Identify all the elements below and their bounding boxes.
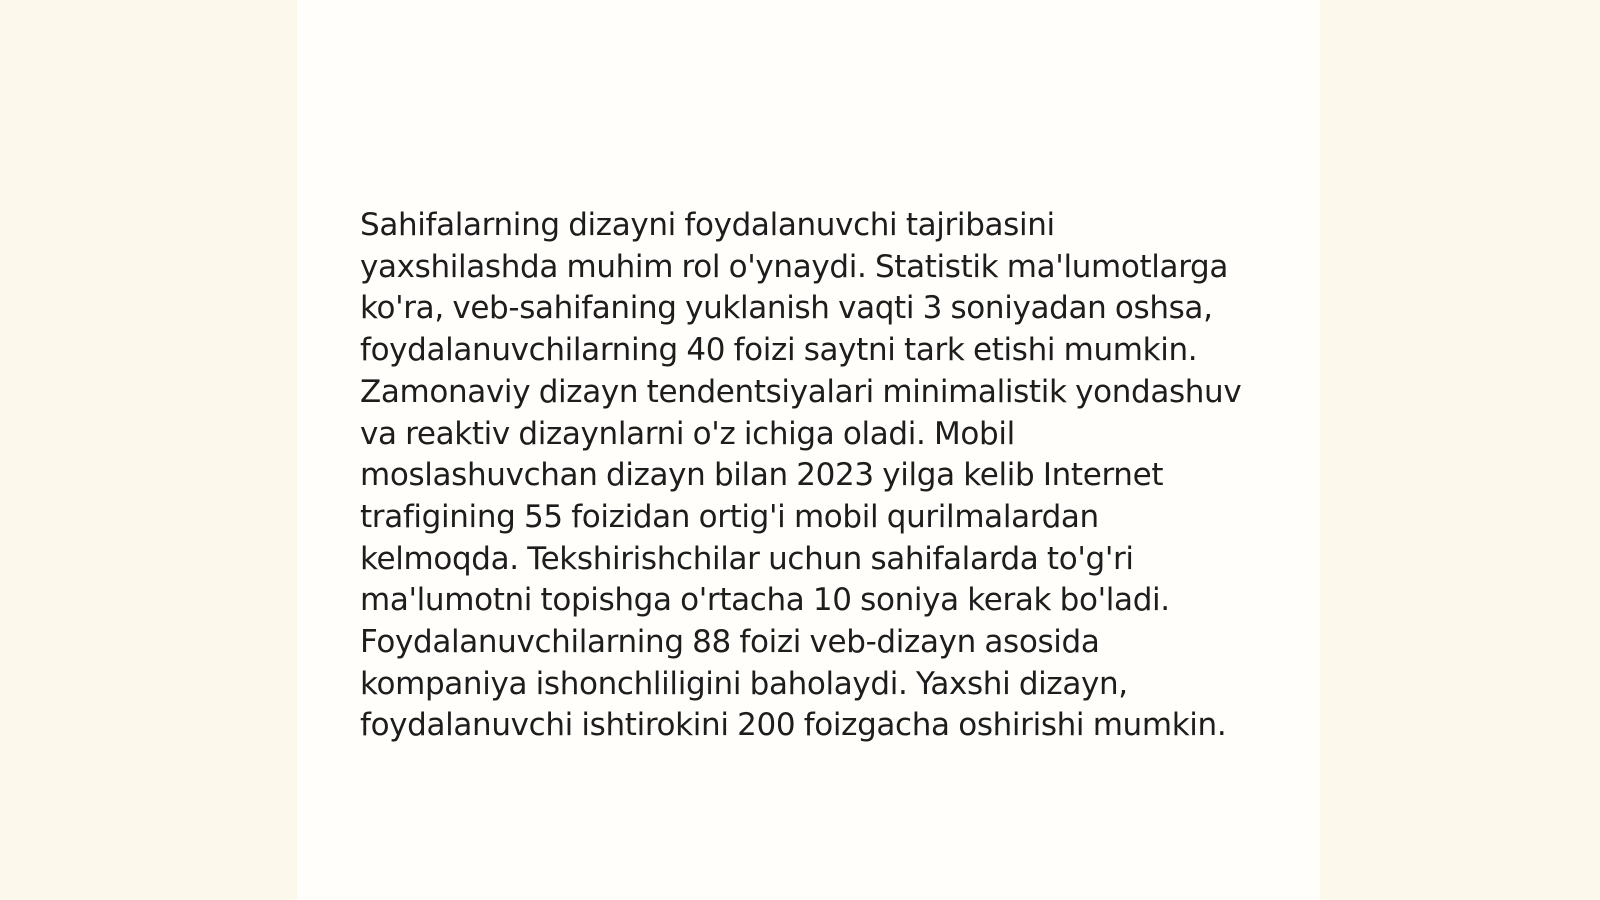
- body-paragraph: Sahifalarning dizayni foydalanuvchi tajribasini yaxshilashda muhim rol o'ynaydi. Statistik ma'lumotlarga ko'ra, veb-sahifaning yuklanish vaqti 3 soniyadan oshsa, foydalanuvchilarning 40 foizi saytni tark etishi mumkin. Zamonaviy dizayn tendentsiyalari minimalistik yondashuv va reaktiv dizaynlarni o'z ichiga oladi. Mobil moslashuvchan dizayn bilan 2023 yilga kelib Internet trafigining 55 foizidan ortig'i mobil qurilmalardan kelmoqda. Tekshirishchilar uchun sahifalarda to'g'ri ma'lumotni topishga o'rtacha 10 soniya kerak bo'ladi. Foydalanuvchilarning 88 foizi veb-dizayn asosida kompaniya ishonchliligini baholaydi. Yaxshi dizayn, foydalanuvchi ishtirokini 200 foizgacha oshirishi mumkin.: [360, 207, 1242, 744]
- document-page: [297, 0, 1320, 900]
